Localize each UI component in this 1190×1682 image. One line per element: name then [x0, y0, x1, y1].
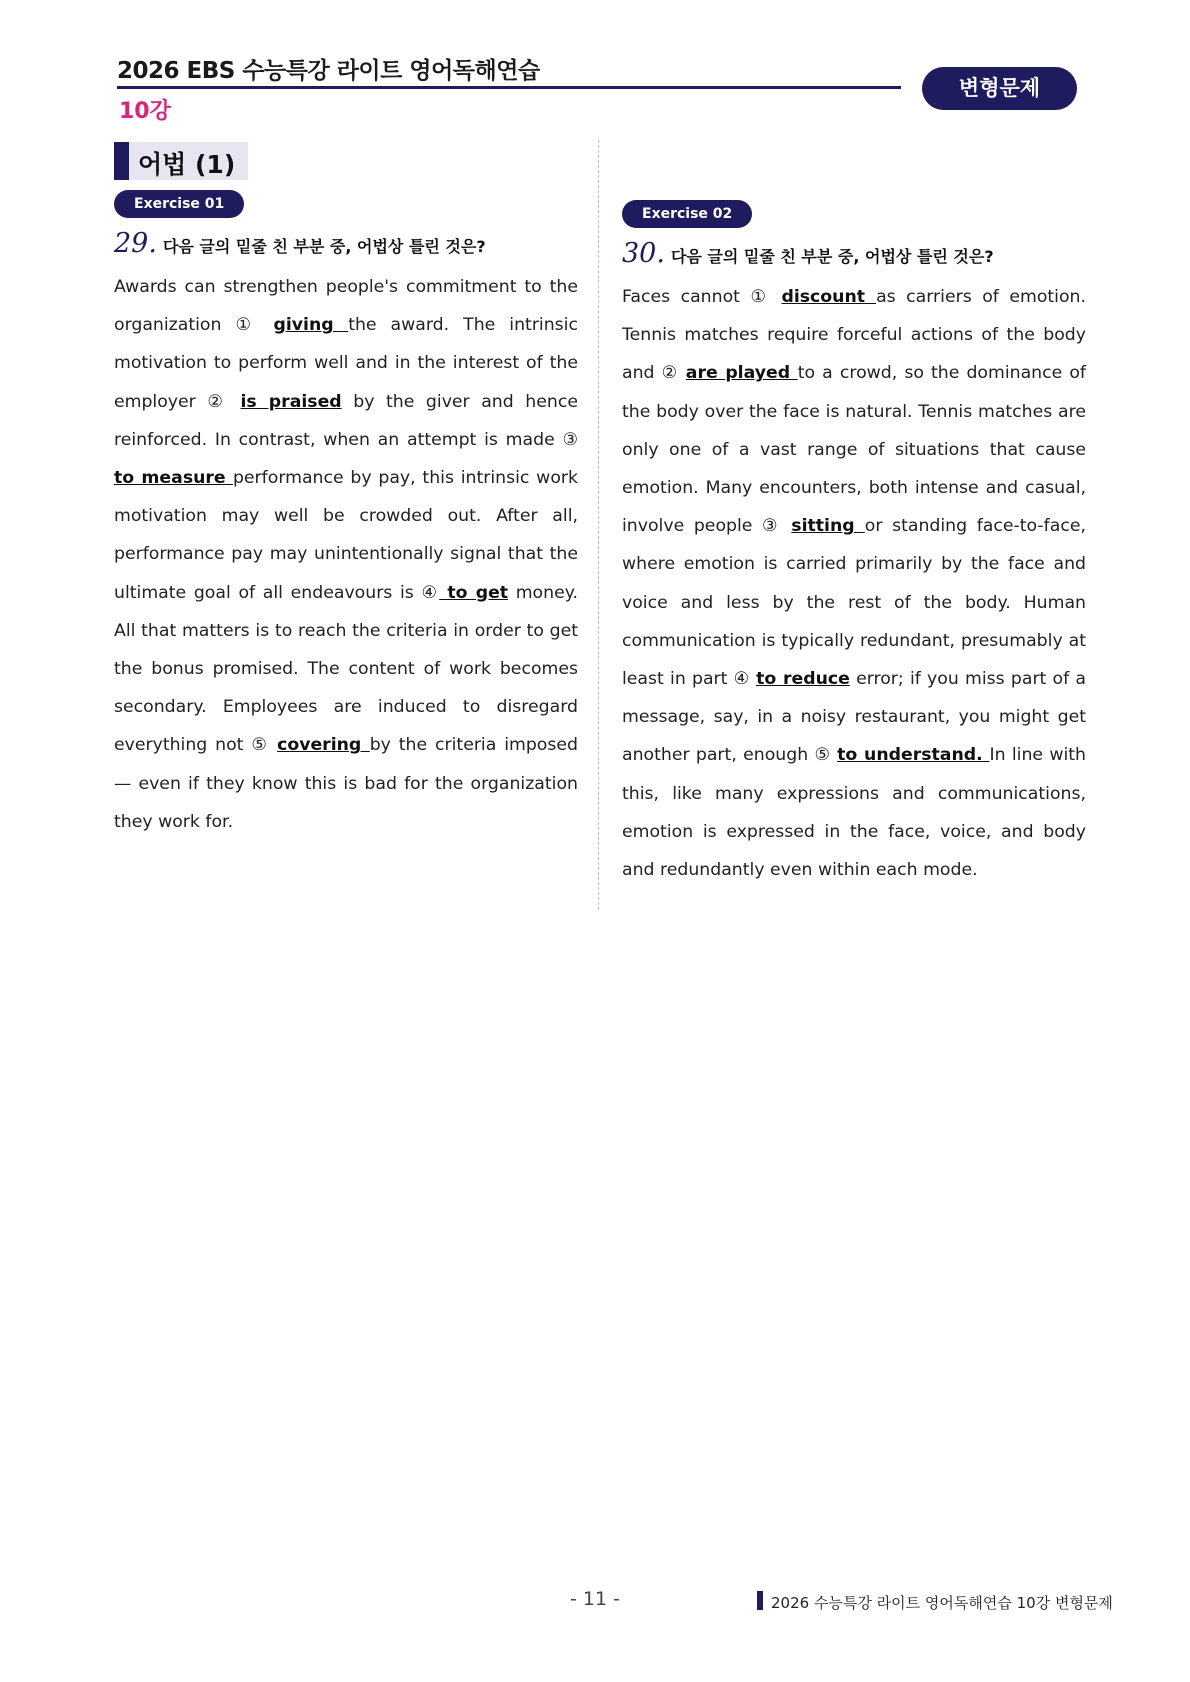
underlined-choice-2: is praised — [240, 391, 342, 412]
passage-text: as carriers of emotion. Tennis matches require forceful actions of the body and — [622, 287, 1086, 384]
passage-text: money. All that matters is to reach the criteria in order to get the bonus promised. The content of work becomes secondary. Employees are induced to disregard everything not — [114, 582, 578, 756]
question-header — [114, 228, 578, 262]
choice-marker-5: ⑤ — [814, 745, 831, 766]
passage-text: performance by pay, this intrinsic work motivation may well be crowded out. After all, performance pay may unintentionally signal that the ultimate goal of all endeavours is — [114, 468, 579, 603]
page-number: - 11 - — [570, 1588, 620, 1610]
footer-title: 2026 수능특강 라이트 영어독해연습 10강 변형문제 — [771, 1594, 1113, 1612]
document-title: 2026 EBS 수능특강 라이트 영어독해연습 — [117, 58, 540, 84]
choice-marker-3: ③ — [562, 429, 578, 450]
exercise-label: Exercise 02 — [622, 200, 752, 228]
choice-marker-3: ③ — [762, 516, 782, 537]
underlined-choice-5: covering — [277, 735, 370, 756]
exercise-01 — [114, 190, 578, 841]
passage-text: error; if you miss part of a message, say, in a noisy restaurant, you might get another part, enough — [622, 669, 1087, 766]
footer-accent-bar — [757, 1591, 763, 1610]
question-text: 다음 글의 밑줄 친 부분 중, 어법상 틀린 것은? — [670, 247, 994, 266]
passage — [114, 268, 578, 841]
passage-text: by the criteria imposed — even if they know this is bad for the organization they work for. — [114, 735, 578, 832]
question-text: 다음 글의 밑줄 친 부분 중, 어법상 틀린 것은? — [162, 237, 486, 256]
passage-text: Awards can strengthen people's commitment to the organization — [114, 277, 578, 336]
choice-marker-5: ⑤ — [251, 735, 270, 756]
passage-text: In line with this, like many expressions and communications, emotion is expressed in the face, voice, and body and redundantly even within each mode. — [622, 745, 1087, 881]
header-rule — [117, 86, 901, 89]
variant-badge: 변형문제 — [922, 67, 1077, 110]
underlined-choice-1: discount — [781, 287, 877, 307]
question-header — [622, 238, 1086, 272]
underlined-choice-4: to get — [439, 582, 509, 603]
passage-text: Faces cannot — [622, 287, 751, 307]
exercise-02 — [622, 200, 1086, 889]
choice-marker-4: ④ — [421, 582, 440, 603]
underlined-choice-1: giving — [273, 315, 349, 336]
underlined-choice-3: sitting — [791, 516, 865, 537]
choice-marker-4: ④ — [733, 669, 750, 690]
question-number: 30. — [622, 238, 665, 269]
underlined-choice-4: to reduce — [756, 669, 850, 690]
exercise-label: Exercise 01 — [114, 190, 244, 218]
passage-text: or standing face-to-face, where emotion is carried primarily by the face and voice and less by the rest of the body. Human communication is typically redundant, presumably at least in part — [622, 516, 1086, 690]
choice-marker-2: ② — [207, 391, 229, 412]
underlined-choice-2: are played — [685, 363, 798, 384]
passage — [622, 278, 1086, 889]
choice-marker-1: ① — [235, 315, 260, 336]
underlined-choice-5: to understand. — [837, 745, 990, 766]
section-accent-bar — [114, 142, 129, 180]
lesson-label: 10강 — [119, 99, 171, 124]
choice-marker-1: ① — [750, 287, 771, 307]
section-heading — [114, 142, 248, 180]
passage-text: the award. The intrinsic motivation to perform well and in the interest of the employer — [114, 315, 578, 412]
passage-text: to a crowd, so the dominance of the body over the face is natural. Tennis matches are only one of a vast range of situations that cause emotion. Many encounters, both intense and casual, involve people — [622, 363, 1086, 537]
column-divider — [598, 140, 599, 910]
passage-text: by the giver and hence reinforced. In contrast, when an attempt is made — [114, 391, 578, 450]
section-title: 어법 (1) — [138, 150, 236, 179]
question-number: 29. — [114, 228, 157, 259]
choice-marker-2: ② — [661, 363, 679, 384]
underlined-choice-3: to measure — [114, 468, 233, 489]
